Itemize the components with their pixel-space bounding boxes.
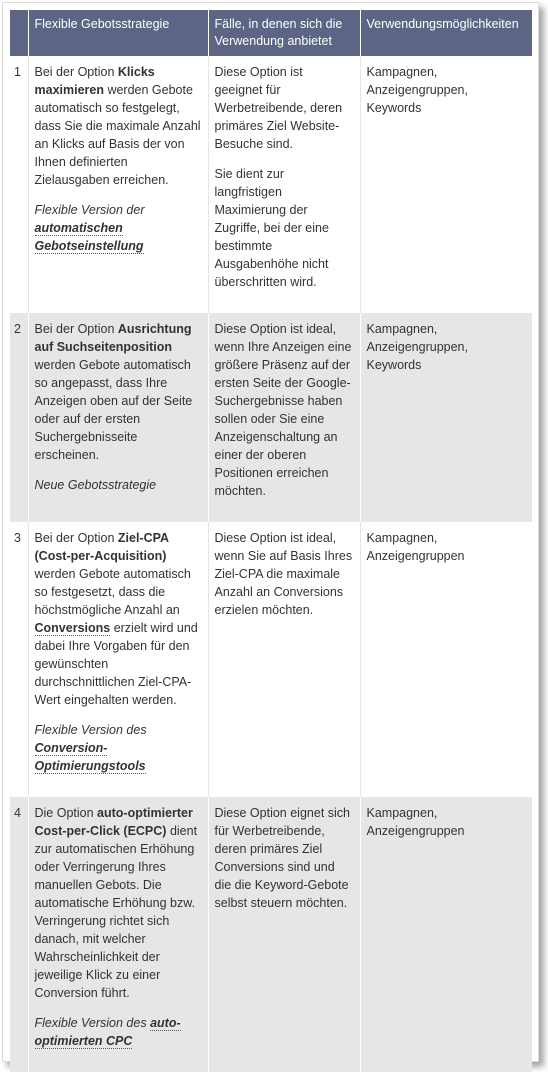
strategy-text: Bei der Option bbox=[34, 531, 118, 545]
note-text: Neue Gebotsstrategie bbox=[34, 478, 157, 492]
availability-cell bbox=[360, 313, 532, 522]
availability-item: Kampagnen, bbox=[366, 806, 438, 820]
header-availability: Verwendungsmöglichkeiten bbox=[360, 10, 532, 56]
strategy-name: Klicks maximieren bbox=[34, 65, 155, 97]
use-case-text: Sie dient zur langfristigen Maximierung der Zugriffe, bei der eine bestimmte Ausgabenhöhe nicht überschritten wird. bbox=[214, 167, 329, 289]
document-frame bbox=[2, 2, 539, 1062]
strategy-name: auto-optimierter Cost-per-Click (ECPC) bbox=[34, 806, 193, 838]
strategy-cell bbox=[28, 56, 208, 313]
table-header-row bbox=[10, 10, 532, 56]
strategy-cell bbox=[28, 313, 208, 522]
strategy-name: Ziel-CPA (Cost-per-Acquisition) bbox=[34, 531, 169, 563]
conversions-link[interactable]: Conversions bbox=[34, 621, 111, 635]
use-case-text: Diese Option eignet sich für Werbetreibende, deren primäres Ziel Conversions sind und die die Keyword-Gebote selbst steuern möchten. bbox=[214, 806, 350, 910]
row-number: 1 bbox=[10, 56, 28, 313]
bidding-strategy-table bbox=[10, 10, 532, 1072]
strategy-cell bbox=[28, 797, 208, 1072]
header-use-case: Fälle, in denen sich die Verwendung anbietet bbox=[208, 10, 360, 56]
table-row bbox=[10, 797, 532, 1072]
note-text: Flexible Version des bbox=[34, 1016, 151, 1030]
availability-item: Keywords bbox=[366, 101, 422, 115]
use-case-cell bbox=[208, 522, 360, 797]
availability-item: Kampagnen, bbox=[366, 531, 438, 545]
use-case-text: Diese Option ist geeignet für Werbetreibende, deren primäres Ziel Website-Besuche sind. bbox=[214, 65, 343, 151]
table-row bbox=[10, 522, 532, 797]
strategy-text: Die Option bbox=[34, 806, 98, 820]
row-number: 2 bbox=[10, 313, 28, 522]
strategy-text: Bei der Option bbox=[34, 65, 118, 79]
use-case-cell bbox=[208, 797, 360, 1072]
availability-cell bbox=[360, 56, 532, 313]
availability-item: Anzeigengruppen, bbox=[366, 83, 468, 97]
header-strategy: Flexible Gebotsstrategie bbox=[28, 10, 208, 56]
availability-item: Kampagnen, bbox=[366, 65, 438, 79]
strategy-text: werden Gebote automatisch so festgelegt, dass Sie die maximale Anzahl an Klicks auf Basis der von Ihnen definierten Zielausgaben erreichen. bbox=[34, 83, 201, 187]
table-row bbox=[10, 56, 532, 313]
use-case-text: Diese Option ist ideal, wenn Sie auf Basis Ihres Ziel-CPA die maximale Anzahl an Conversions erzielen möchten. bbox=[214, 531, 353, 617]
table-row bbox=[10, 313, 532, 522]
availability-item: Kampagnen, bbox=[366, 322, 438, 336]
note-text: Flexible Version der bbox=[34, 203, 145, 217]
strategy-text: erzielt wird und dabei Ihre Vorgaben für den gewünschten durchschnittlichen Ziel-CPA-Wert eingehalten werden. bbox=[34, 621, 198, 707]
note-text: Flexible Version des bbox=[34, 723, 147, 737]
use-case-cell bbox=[208, 313, 360, 522]
availability-item: Anzeigengruppen, bbox=[366, 340, 468, 354]
row-number: 4 bbox=[10, 797, 28, 1072]
row-number: 3 bbox=[10, 522, 28, 797]
availability-cell bbox=[360, 797, 532, 1072]
related-link[interactable]: Conversion-Optimierungstools bbox=[34, 741, 146, 773]
strategy-text: dient zur automatischen Erhöhung oder Verringerung Ihres manuellen Gebots. Die automatische Erhöhung bzw. Verringerung richtet sich danach, mit welcher Wahrscheinlichkeit der jeweilige Klick zu einer Conversion führt. bbox=[34, 824, 198, 1000]
strategy-text: werden Gebote automatisch so angepasst, dass Ihre Anzeigen oben auf der Seite oder auf der ersten Suchergebnisseite erscheinen. bbox=[34, 358, 193, 462]
strategy-name: Ausrichtung auf Suchseitenposition bbox=[34, 322, 192, 354]
use-case-cell bbox=[208, 56, 360, 313]
availability-item: Anzeigengruppen bbox=[366, 824, 465, 838]
strategy-cell bbox=[28, 522, 208, 797]
header-number bbox=[10, 10, 28, 56]
use-case-text: Diese Option ist ideal, wenn Ihre Anzeigen eine größere Präsenz auf der ersten Seite der Google-Suchergebnisse haben sollen oder Sie eine Anzeigenschaltung an einer der oberen Positionen erreichen möchten. bbox=[214, 322, 352, 498]
strategy-text: Bei der Option bbox=[34, 322, 118, 336]
availability-cell bbox=[360, 522, 532, 797]
strategy-text: werden Gebote automatisch so festgesetzt, dass die höchstmögliche Anzahl an bbox=[34, 567, 191, 617]
availability-item: Anzeigengruppen bbox=[366, 549, 465, 563]
related-link[interactable]: automatischen Gebotseinstellung bbox=[34, 221, 144, 253]
availability-item: Keywords bbox=[366, 358, 422, 372]
related-link[interactable]: auto-optimierten CPC bbox=[34, 1016, 181, 1048]
